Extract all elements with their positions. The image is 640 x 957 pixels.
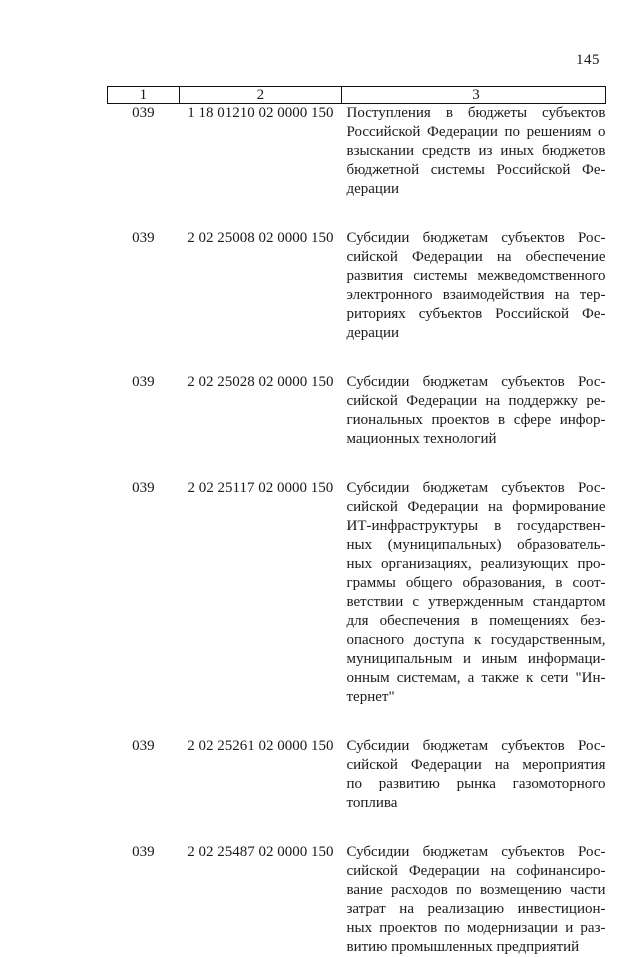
income-name-line: взыскании средств из иных бюджетов <box>346 142 605 161</box>
income-name-cell <box>341 843 605 957</box>
income-name-cell <box>341 373 605 449</box>
income-name-line: сийской Федерации на мероприятия <box>346 756 605 775</box>
income-name-line: вание расходов по возмещению части <box>346 881 605 900</box>
income-name-line: Субсидии бюджетам субъектов Рос- <box>346 373 605 392</box>
kbk-code-cell: 2 02 25028 02 0000 150 <box>179 373 341 449</box>
income-name-line: витию промышленных предприятий <box>346 938 605 957</box>
row-spacer <box>108 449 606 479</box>
spacer-cell <box>108 343 180 373</box>
income-name-line: по развитию рынка газомоторного <box>346 775 605 794</box>
income-name-line: электронного взаимодействия на тер- <box>346 286 605 305</box>
admin-code-cell: 039 <box>108 104 180 200</box>
income-name-cell <box>341 737 605 813</box>
budget-classification-table <box>107 86 606 957</box>
spacer-cell <box>108 813 180 843</box>
row-spacer <box>108 199 606 229</box>
income-name-cell <box>341 479 605 707</box>
income-name-line: риториях субъектов Российской Фе- <box>346 305 605 324</box>
spacer-cell <box>179 449 341 479</box>
page-number: 145 <box>576 52 600 69</box>
kbk-code-cell: 2 02 25261 02 0000 150 <box>179 737 341 813</box>
spacer-cell <box>179 343 341 373</box>
income-name-line: Российской Федерации по решениям о <box>346 123 605 142</box>
spacer-cell <box>179 813 341 843</box>
income-name-line: сийской Федерации на софинансиро- <box>346 862 605 881</box>
income-name-line: сийской Федерации на обеспечение <box>346 248 605 267</box>
table-row <box>108 373 606 449</box>
income-name-line: Поступления в бюджеты субъектов <box>346 104 605 123</box>
admin-code-cell: 039 <box>108 843 180 957</box>
income-name-line: ветствии с утвержденным стандартом <box>346 593 605 612</box>
spacer-cell <box>179 707 341 737</box>
kbk-code-cell: 2 02 25117 02 0000 150 <box>179 479 341 707</box>
spacer-cell <box>341 199 605 229</box>
spacer-cell <box>341 813 605 843</box>
income-name-line: Субсидии бюджетам субъектов Рос- <box>346 479 605 498</box>
income-name-line: ИТ-инфраструктуры в государствен- <box>346 517 605 536</box>
income-name-line: дерации <box>346 324 605 343</box>
spacer-cell <box>341 343 605 373</box>
table-header-row <box>108 87 606 104</box>
income-name-line: топлива <box>346 794 605 813</box>
row-spacer <box>108 707 606 737</box>
row-spacer <box>108 343 606 373</box>
income-name-line: Субсидии бюджетам субъектов Рос- <box>346 737 605 756</box>
income-name-line: развития системы межведомственного <box>346 267 605 286</box>
spacer-cell <box>341 449 605 479</box>
income-name-line: ных (муниципальных) образователь- <box>346 536 605 555</box>
income-name-line: опасного доступа к государственным, <box>346 631 605 650</box>
income-name-line: Субсидии бюджетам субъектов Рос- <box>346 843 605 862</box>
income-name-line: для обеспечения в помещениях без- <box>346 612 605 631</box>
spacer-cell <box>341 707 605 737</box>
column-header-1: 1 <box>108 87 180 104</box>
income-name-line: ных проектов по модернизации и раз- <box>346 919 605 938</box>
kbk-code-cell: 1 18 01210 02 0000 150 <box>179 104 341 200</box>
table-row <box>108 479 606 707</box>
kbk-code-cell: 2 02 25487 02 0000 150 <box>179 843 341 957</box>
income-name-cell <box>341 104 605 200</box>
income-name-line: ных организациях, реализующих про- <box>346 555 605 574</box>
income-name-line: тернет" <box>346 688 605 707</box>
table-row <box>108 104 606 200</box>
income-name-line: граммы общего образования, в соот- <box>346 574 605 593</box>
table-row <box>108 737 606 813</box>
column-header-3: 3 <box>341 87 605 104</box>
admin-code-cell: 039 <box>108 229 180 343</box>
row-spacer <box>108 813 606 843</box>
income-name-line: Субсидии бюджетам субъектов Рос- <box>346 229 605 248</box>
table-row <box>108 843 606 957</box>
spacer-cell <box>108 199 180 229</box>
income-name-line: гиональных проектов в сфере инфор- <box>346 411 605 430</box>
income-name-line: сийской Федерации на поддержку ре- <box>346 392 605 411</box>
income-name-line: мационных технологий <box>346 430 605 449</box>
admin-code-cell: 039 <box>108 479 180 707</box>
income-name-line: муниципальным и иным информаци- <box>346 650 605 669</box>
income-name-line: затрат на реализацию инвестицион- <box>346 900 605 919</box>
kbk-code-cell: 2 02 25008 02 0000 150 <box>179 229 341 343</box>
income-name-line: дерации <box>346 180 605 199</box>
income-name-line: бюджетной системы Российской Фе- <box>346 161 605 180</box>
admin-code-cell: 039 <box>108 373 180 449</box>
income-name-line: онным системам, а также к сети "Ин- <box>346 669 605 688</box>
column-header-2: 2 <box>179 87 341 104</box>
spacer-cell <box>108 707 180 737</box>
table-row <box>108 229 606 343</box>
income-name-cell <box>341 229 605 343</box>
spacer-cell <box>179 199 341 229</box>
admin-code-cell: 039 <box>108 737 180 813</box>
income-name-line: сийской Федерации на формирование <box>346 498 605 517</box>
spacer-cell <box>108 449 180 479</box>
table-body <box>108 104 606 957</box>
